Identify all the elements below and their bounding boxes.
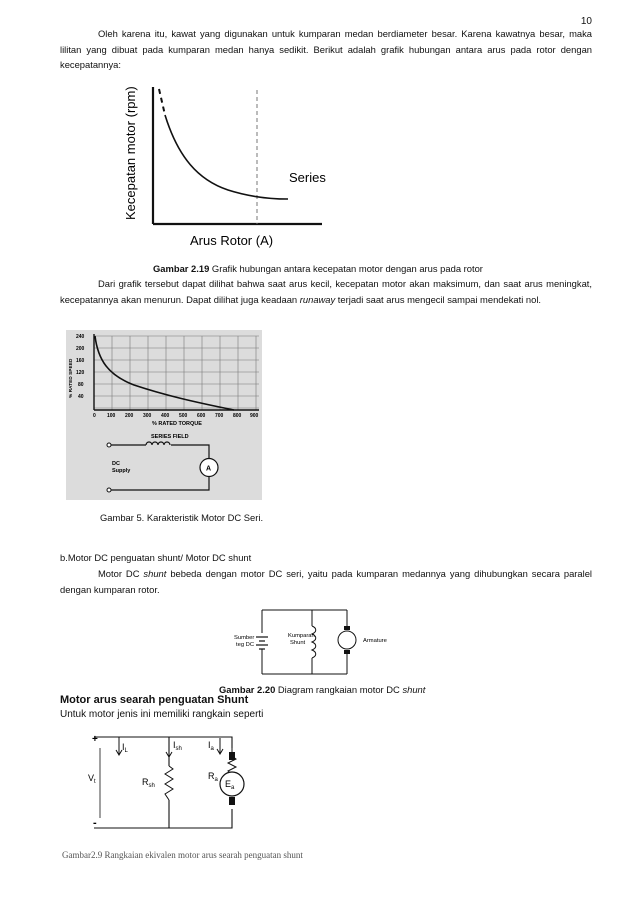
figure-shunt-equivalent-circuit xyxy=(84,726,274,838)
vt-label: $V_t$ xyxy=(88,773,96,785)
caption-label: Gambar 2.19 xyxy=(153,263,210,274)
caption-italic: shunt xyxy=(402,684,426,695)
y-tick: 240 xyxy=(76,334,85,340)
x-tick: 900 xyxy=(250,413,259,419)
caption-figure-2-9: Gambar2.9 Rangkaian ekivalen motor arus searah penguatan shunt xyxy=(62,850,303,860)
shunt-field-label: Shunt xyxy=(290,640,306,646)
x-tick: 100 xyxy=(107,413,116,419)
ea-label: $E_a$ xyxy=(225,779,235,791)
caption-text: Grafik hubungan antara kecepatan motor dengan arus pada rotor xyxy=(209,263,483,274)
paragraph-text: terjadi saat arus mengecil sampai mendekati nol. xyxy=(335,293,542,305)
x-tick: 800 xyxy=(233,413,242,419)
ammeter-label: A xyxy=(206,465,212,473)
x-tick: 300 xyxy=(143,413,152,419)
paragraph-text: bebeda dengan motor DC seri, yaitu pada kumparan medannya yang dihubungkan secara paralel dengan kumparan rotor. xyxy=(60,568,593,595)
battery-icon xyxy=(256,637,268,649)
paragraph-shunt-description xyxy=(60,566,592,597)
x-tick: 700 xyxy=(215,413,224,419)
negative-terminal: - xyxy=(93,817,97,829)
emf-source-icon xyxy=(220,772,244,796)
x-tick: 600 xyxy=(197,413,206,419)
brush-top xyxy=(229,752,235,760)
brush-bottom xyxy=(229,797,235,805)
y-tick: 200 xyxy=(76,346,85,352)
il-label: $I_L$ xyxy=(122,742,128,754)
dc-supply-label: DC xyxy=(112,461,120,467)
ia-label: $I_a$ xyxy=(208,740,214,752)
paragraph-intro: Oleh karena itu, kawat yang digunakan untuk kumparan medan berdiameter besar. Karena kawatnya besar, maka lilitan yang dibuat pada kumparan medan hanya sedikit. Berikut adalah grafik hubungan antara arus pada rotor dengan kecepatannya: xyxy=(60,28,592,70)
paragraph-italic-term: runaway xyxy=(299,293,336,305)
positive-terminal: + xyxy=(92,734,98,745)
caption-figure-2-20 xyxy=(219,684,425,695)
series-label: Series xyxy=(289,170,326,185)
chart-x-label: % RATED TORQUE xyxy=(152,421,202,427)
y-axis-label: Kecepatan motor (rpm) xyxy=(123,86,138,220)
heading-shunt-excitation: Motor arus searah penguatan Shunt xyxy=(60,694,249,706)
chart-y-label: % RATED SPEED xyxy=(69,358,74,398)
caption-figure-5: Gambar 5. Karakteristik Motor DC Seri. xyxy=(100,512,264,523)
paragraph-shunt-circuit-intro: Untuk motor jenis ini memiliki rangkain seperti xyxy=(60,709,264,720)
armature-icon xyxy=(338,631,356,649)
figure-series-motor-characteristic xyxy=(64,330,264,500)
paragraph-graph-explanation xyxy=(60,276,592,307)
shunt-field-label: Kumparan xyxy=(288,633,315,639)
caption-figure-2-19 xyxy=(153,263,483,274)
source-label: teg DC xyxy=(236,642,255,648)
rsh-label: $R_{sh}$ xyxy=(142,777,155,789)
shunt-resistor-icon xyxy=(165,766,173,800)
shunt-field-coil-icon xyxy=(312,626,316,658)
caption-label: Gambar 2.20 xyxy=(219,684,276,695)
armature-label: Armature xyxy=(363,638,387,644)
series-curve-dashed xyxy=(159,89,165,115)
caption-text: Diagram rangkaian motor DC xyxy=(275,684,403,695)
y-tick: 80 xyxy=(78,382,84,388)
section-heading-shunt-motor: b.Motor DC penguatan shunt/ Motor DC shunt xyxy=(60,552,252,563)
paragraph-italic-term: shunt xyxy=(143,568,167,579)
paragraph-text: Motor DC xyxy=(98,568,144,579)
figure-shunt-circuit-diagram xyxy=(232,606,412,680)
armature-resistor-icon xyxy=(228,748,236,774)
terminal-top xyxy=(107,443,111,447)
y-tick: 120 xyxy=(76,370,85,376)
x-tick: 200 xyxy=(125,413,134,419)
terminal-bottom xyxy=(107,488,111,492)
dc-supply-label: Supply xyxy=(112,468,131,474)
brush-bottom xyxy=(344,650,350,654)
ish-label: $I_{sh}$ xyxy=(173,740,182,752)
x-tick: 400 xyxy=(161,413,170,419)
figure-speed-current-graph xyxy=(110,82,350,252)
x-axis-label: Arus Rotor (A) xyxy=(190,233,274,248)
ra-label: $R_a$ xyxy=(208,771,218,783)
x-tick: 500 xyxy=(179,413,188,419)
series-field-label: SERIES FIELD xyxy=(151,434,189,440)
y-tick: 160 xyxy=(76,358,85,364)
paragraph-text: Dari grafik tersebut dapat dilihat bahwa saat arus kecil, kecepatan motor akan maksimum, dan saat arus meningkat, kecepatannya akan menurun. Dapat dilihat juga keadaan xyxy=(60,278,592,305)
page-number: 10 xyxy=(580,16,592,27)
series-curve xyxy=(165,115,288,199)
source-label: Sumber xyxy=(234,635,255,641)
brush-top xyxy=(344,626,350,630)
y-tick: 40 xyxy=(78,394,84,400)
x-tick: 0 xyxy=(93,413,96,419)
